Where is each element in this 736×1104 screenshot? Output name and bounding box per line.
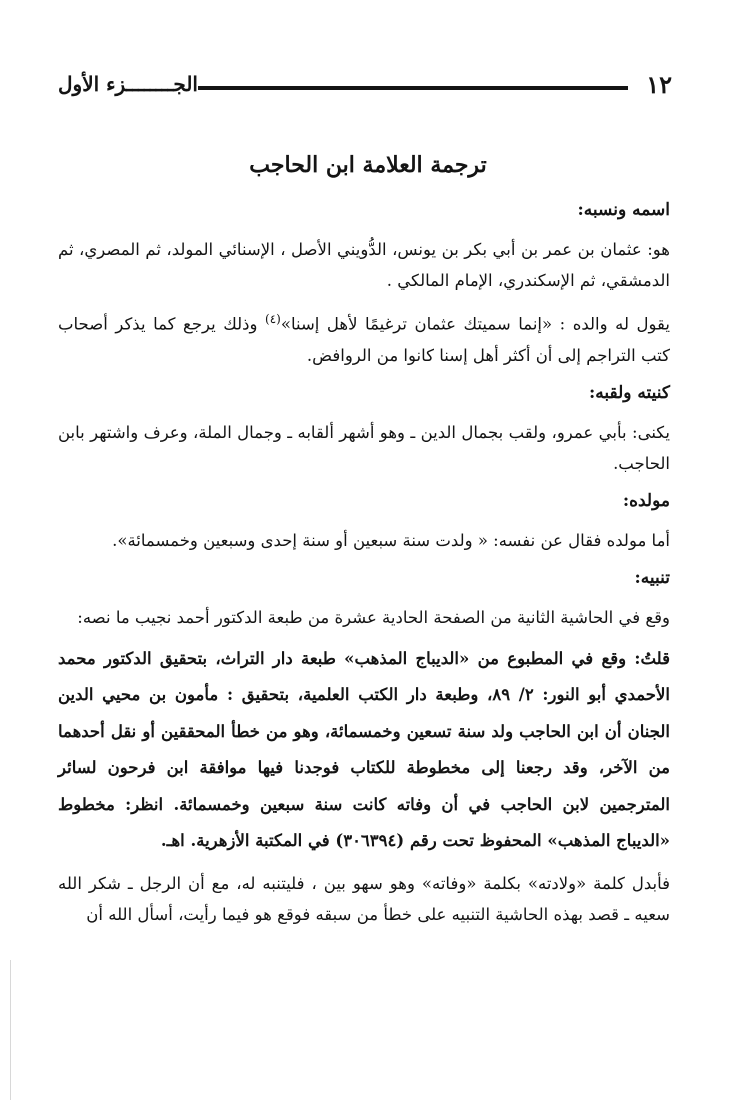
father-paragraph-rest: وذلك يرجع كما يذكر أصحاب كتب التراجم إلى أن أكثر أهل إسنا كانوا من الروافض. xyxy=(58,314,670,365)
final-paragraph: فأبدل كلمة «ولادته» بكلمة «وفاته» وهو سهو بين ، فليتنبه له، مع أن الرجل ـ شكر الله سعيه ـ قصد بهذه الحاشية التنبيه على خطأ من سبقه فوقع هو فيما رأيت، أسأل الله أن xyxy=(58,873,670,924)
header-rule xyxy=(198,86,628,90)
father-paragraph xyxy=(58,304,670,371)
name-paragraph: هو: عثمان بن عمر بن أبي بكر بن يونس، الدُّويني الأصل ، الإسنائي المولد، ثم المصري، ثم الدمشقي، ثم الإسكندري، الإمام المالكي . xyxy=(58,240,670,290)
note-paragraph: وقع في الحاشية الثانية من الصفحة الحادية عشرة من طبعة الدكتور أحمد نجيب ما نصه: xyxy=(77,607,670,627)
name-heading: اسمه ونسبه: xyxy=(577,200,670,220)
quoted-note: قلتُ: وقع في المطبوع من «الديباج المذهب» طبعة دار التراث، بتحقيق الدكتور محمد الأحمدي أبو النور: ٢/ ٨٩، وطبعة دار الكتب العلمية، بتحقيق : مأمون بن محيي الدين الجنان أن ابن الحاجب ولد سنة تسعين وخمسمائة، وهو من خطأ المحققين أو نقل أحدهما من الآخر، وقد رجعنا إلى مخطوطة للكتاب فوجدنا فيها موافقة ابن فرحون لسائر المترجمين لابن الحاجب في أن وفاته كانت سنة سبعين وخمسمائة. انظر: مخطوط «الديباج المذهب» المحفوظ تحت رقم (٣٠٦٣٩٤) في المكتبة الأزهرية. اهـ. xyxy=(58,648,670,850)
note-heading: تنبيه: xyxy=(634,567,670,588)
kunya-heading: كنيته ولقبه: xyxy=(588,382,670,403)
footnote-marker: (٤) xyxy=(265,312,281,326)
running-title: الجــــــــزء الأول xyxy=(58,72,198,96)
page-body xyxy=(58,196,670,938)
page-number: ١٢ xyxy=(646,70,672,99)
scan-edge-mark xyxy=(10,960,11,1100)
page-header xyxy=(58,70,672,104)
chapter-title: ترجمة العلامة ابن الحاجب xyxy=(249,152,487,178)
kunya-paragraph: يكنى: بأبي عمرو، ولقب بجمال الدين ـ وهو أشهر ألقابه ـ وجمال الملة، وعرف واشتهر بابن الحاجب. xyxy=(58,422,670,473)
father-paragraph-main: يقول له والده : «إنما سميتك عثمان ترغيمًا لأهل إسنا» xyxy=(280,314,670,334)
birth-paragraph: أما مولده فقال عن نفسه: « ولدت سنة سبعين أو سنة إحدى وسبعين وخمسمائة». xyxy=(112,530,670,550)
birth-heading: مولده: xyxy=(622,490,670,511)
